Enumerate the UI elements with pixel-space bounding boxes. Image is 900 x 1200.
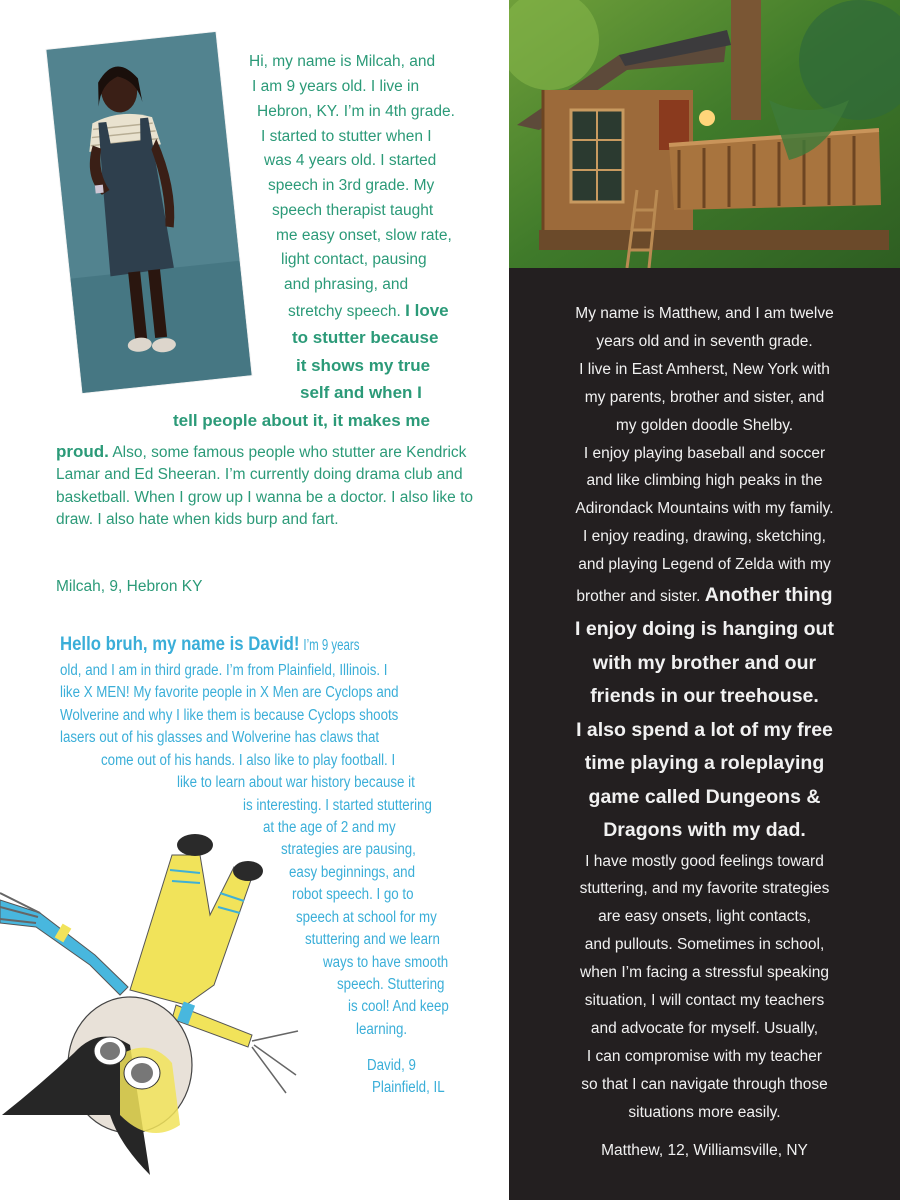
milcah-text-line: I started to stutter when I bbox=[261, 128, 432, 145]
x-men-drawing-image bbox=[0, 815, 300, 1195]
treehouse-photo bbox=[509, 0, 900, 268]
matthew-text-line: are easy onsets, light contacts, bbox=[598, 908, 811, 926]
david-text-line: is interesting. I started stuttering bbox=[243, 797, 432, 814]
matthew-story-text bbox=[509, 300, 900, 1127]
milcah-text-line: speech in 3rd grade. My bbox=[268, 177, 435, 194]
milcah-text-segment: stretchy speech. bbox=[288, 303, 401, 320]
matthew-text-line: Adirondack Mountains with my family. bbox=[575, 500, 834, 518]
milcah-photo-image bbox=[46, 32, 251, 393]
david-text-line: come out of his hands. I also like to play football. I bbox=[101, 752, 396, 769]
matthew-text-line: stuttering, and my favorite strategies bbox=[579, 880, 830, 898]
matthew-text-line: situations more easily. bbox=[628, 1103, 781, 1121]
matthew-text-line: my parents, brother and sister, and bbox=[584, 388, 825, 406]
matthew-text-line: situation, I will contact my teachers bbox=[584, 992, 825, 1010]
david-signature-place: Plainfield, IL bbox=[372, 1079, 445, 1096]
milcah-quote-line: to stutter because bbox=[292, 328, 439, 347]
david-text-line: stuttering and we learn bbox=[305, 931, 440, 948]
matthew-text-line: and pullouts. Sometimes in school, bbox=[584, 936, 825, 954]
matthew-text-line: and advocate for myself. Usually, bbox=[590, 1020, 819, 1037]
matthew-signature: Matthew, 12, Williamsville, NY bbox=[601, 1142, 808, 1159]
matthew-text-line: My name is Matthew, and I am twelve bbox=[575, 305, 834, 322]
david-text-line: lasers out of his glasses and Wolverine has claws that bbox=[60, 729, 380, 746]
matthew-highlight-start: Another thing bbox=[704, 584, 833, 607]
milcah-quote-end: proud. bbox=[56, 442, 109, 461]
david-text-line: learning. bbox=[356, 1021, 408, 1038]
matthew-text-line: my golden doodle Shelby. bbox=[615, 416, 794, 434]
david-headline: Hello bruh, my name is David! bbox=[60, 633, 300, 655]
matthew-highlight-line: I also spend a lot of my free bbox=[576, 718, 833, 741]
matthew-text-line: I enjoy playing baseball and soccer bbox=[583, 444, 826, 462]
matthew-text-line: years old and in seventh grade. bbox=[596, 332, 813, 350]
milcah-quote-line: self and when I bbox=[300, 383, 422, 402]
david-first-line bbox=[60, 633, 368, 657]
milcah-photo bbox=[46, 32, 251, 393]
matthew-text-line: I enjoy reading, drawing, sketching, bbox=[583, 528, 826, 546]
matthew-text-line: and like climbing high peaks in the bbox=[586, 472, 823, 490]
matthew-highlight-line: game called Dungeons & bbox=[588, 785, 821, 808]
milcah-quote-line: tell people about it, it makes me bbox=[173, 411, 430, 430]
matthew-text-line: when I’m facing a stressful speaking bbox=[580, 964, 829, 982]
matthew-text-line: and playing Legend of Zelda with my bbox=[578, 556, 831, 574]
david-text-segment: I’m 9 years bbox=[303, 637, 360, 654]
david-text-line: at the age of 2 and my bbox=[263, 819, 396, 836]
milcah-closing-paragraph bbox=[56, 441, 476, 531]
milcah-text-line bbox=[288, 301, 449, 322]
david-text-line: robot speech. I go to bbox=[292, 886, 414, 903]
david-drawing bbox=[0, 815, 300, 1195]
david-text-line: speech. Stuttering bbox=[337, 976, 445, 993]
david-text-line: is cool! And keep bbox=[348, 998, 449, 1015]
david-text-line: strategies are pausing, bbox=[281, 841, 416, 858]
matthew-text-line: so that I can navigate through those bbox=[581, 1075, 828, 1093]
david-text-line: Wolverine and why I like them is because Cyclops shoots bbox=[60, 707, 399, 724]
milcah-text-line: speech therapist taught bbox=[272, 202, 434, 219]
matthew-text-line-mixed bbox=[509, 579, 900, 613]
milcah-text-line: light contact, pausing bbox=[281, 251, 427, 268]
treehouse-image bbox=[509, 0, 900, 268]
david-text-line: easy beginnings, and bbox=[289, 864, 416, 881]
david-text-line: ways to have smooth bbox=[323, 954, 449, 971]
milcah-text-line: me easy onset, slow rate, bbox=[276, 227, 452, 244]
milcah-text-line: and phrasing, and bbox=[284, 276, 409, 293]
milcah-signature: Milcah, 9, Hebron KY bbox=[56, 578, 203, 595]
milcah-text-line: was 4 years old. I started bbox=[264, 152, 437, 169]
milcah-text-line: Hi, my name is Milcah, and bbox=[249, 53, 436, 70]
matthew-highlight-line: with my brother and our bbox=[592, 651, 817, 674]
milcah-text-line: Hebron, KY. I’m in 4th grade. bbox=[257, 103, 455, 120]
matthew-story-panel bbox=[509, 268, 900, 1200]
milcah-closing-text: Also, some famous people who stutter are Kendrick Lamar and Ed Sheeran. I’m currently doing drama club and basketball. When I grow up I wanna be a doctor. I also like to draw. I also hate when kids burp and fart. bbox=[56, 444, 474, 528]
matthew-highlight-line: I enjoy doing is hanging out bbox=[575, 618, 834, 641]
matthew-highlight-line: Dragons with my dad. bbox=[603, 819, 806, 842]
david-text-line: old, and I am in third grade. I’m from Plainfield, Illinois. I bbox=[60, 662, 388, 679]
david-signature-name: David, 9 bbox=[367, 1057, 416, 1074]
matthew-text-line: I can compromise with my teacher bbox=[586, 1047, 823, 1065]
david-text-line: like to learn about war history because it bbox=[177, 774, 415, 791]
matthew-text-segment: brother and sister. bbox=[576, 588, 701, 606]
milcah-quote-line: it shows my true bbox=[296, 356, 431, 375]
milcah-text-line: I am 9 years old. I live in bbox=[252, 78, 420, 95]
david-text-line: speech at school for my bbox=[296, 909, 437, 926]
matthew-highlight-line: friends in our treehouse. bbox=[590, 685, 819, 708]
milcah-quote-text: I love bbox=[405, 301, 449, 320]
matthew-highlight-line: time playing a roleplaying bbox=[584, 752, 825, 775]
david-text-line: like X MEN! My favorite people in X Men are Cyclops and bbox=[60, 684, 399, 701]
matthew-text-line: I live in East Amherst, New York with bbox=[579, 360, 830, 378]
matthew-text-line: I have mostly good feelings toward bbox=[585, 852, 824, 870]
